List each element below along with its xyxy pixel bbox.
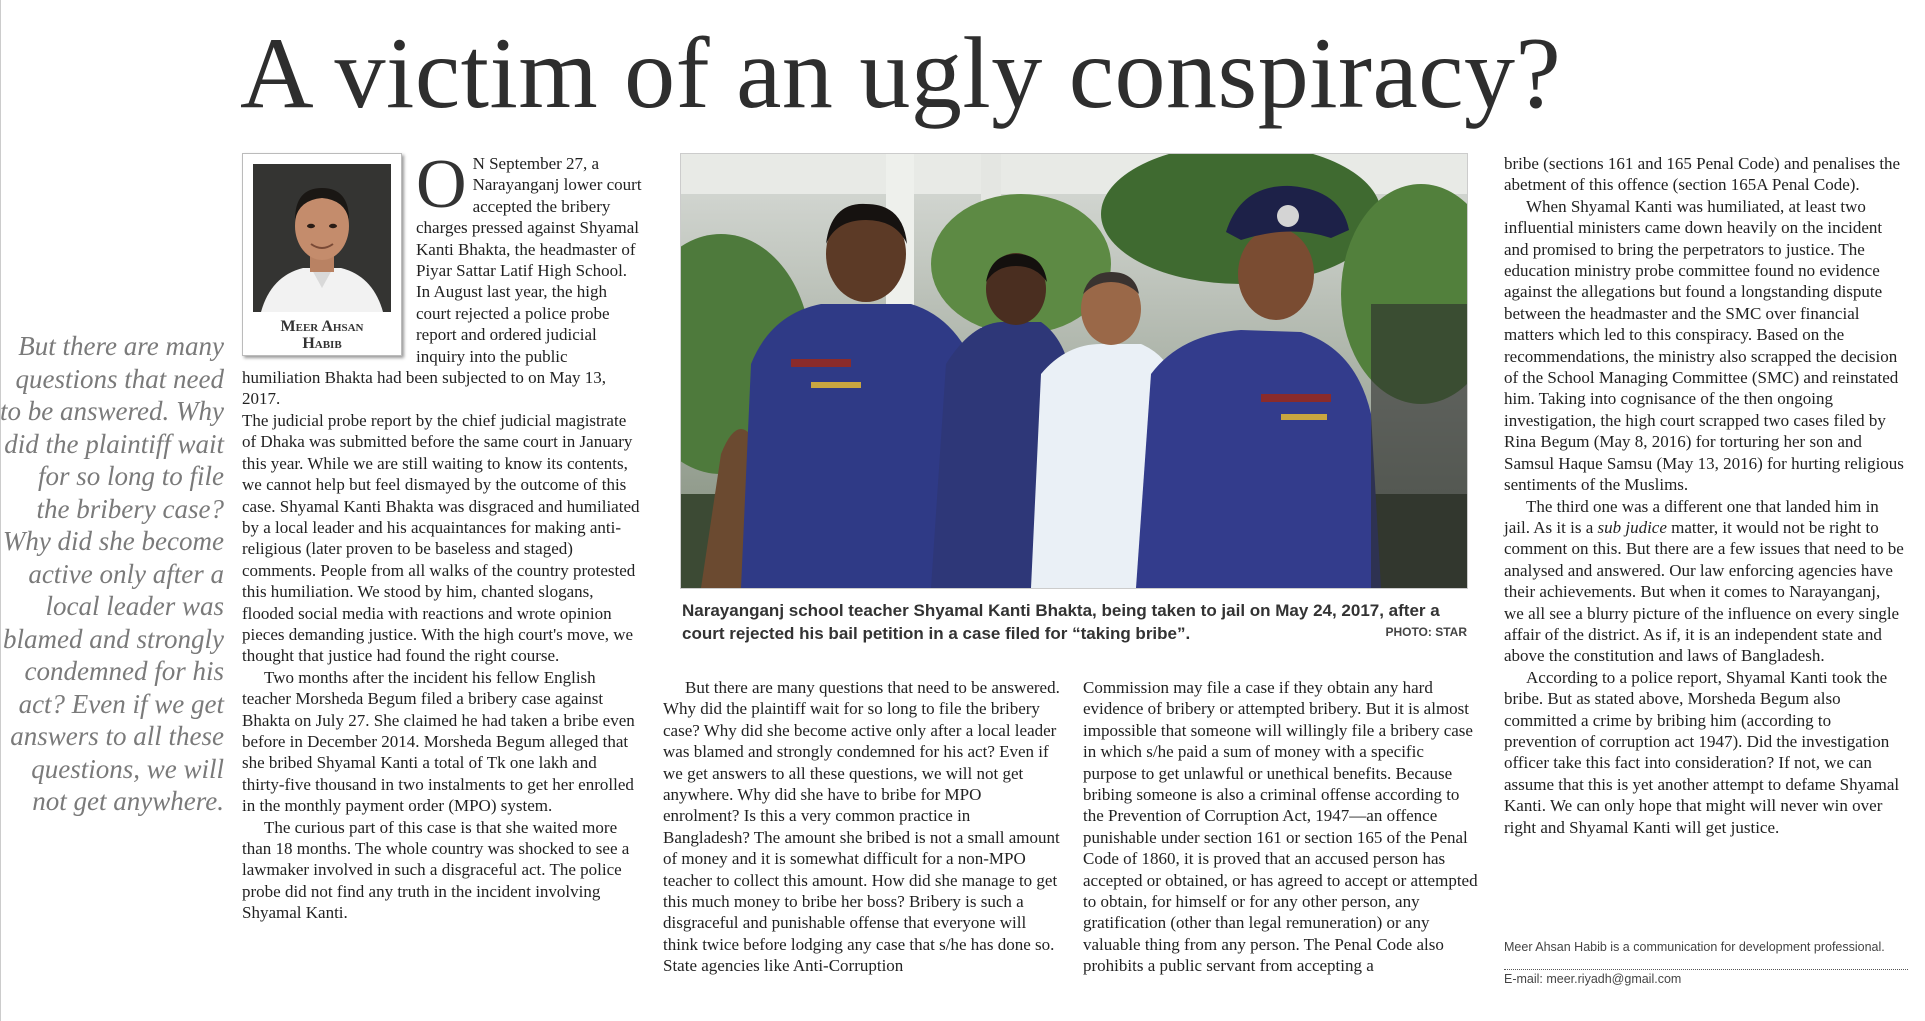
column-1-paragraph-3: Two months after the incident his fellow English teacher Morsheda Begum filed a bribery case against Bhakta on July 27. She claimed he had taken a bribe even before in December 2014. Morsheda Begum alleged that she bribed Shyamal Kanti a total of Tk one lakh and thirty-five thousand in two instalments to get her enrolled in the monthly payment order (MPO) system.	[242, 667, 635, 816]
article-column-4	[1083, 677, 1481, 977]
author-name	[253, 318, 391, 352]
column-3-paragraph-1: But there are many questions that need to be answered. Why did the plaintiff wait for so long to file the bribery case? Why did she become active only after a local leader was blamed and strongly condemned for his act? Even if we get answers to all these questions, we will not get anywhere. Why did she have to bribe for MPO enrolment? Is this a very common practice in Bangladesh? The amount she bribed is not a small amount of money and it is somewhat difficult for a non-MPO teacher to collect this amount. How did she manage to get this much money to bribe her boss? Bribery is such a disgraceful and punishable offense that everyone will think twice before lodging any case that s/he has done so. State agencies like Anti-Corruption	[663, 678, 1060, 976]
photo-credit-prefix: PHOTO:	[1385, 625, 1436, 639]
author-email: E-mail: meer.riyadh@gmail.com	[1504, 972, 1682, 986]
column-1-paragraph-2: The judicial probe report by the chief judicial magistrate of Dhaka was submitted before the same court in January this year. While we are still waiting to know its contents, we cannot help but feel dismayed by the outcome of this case. Shyamal Kanti Bhakta was disgraced and humiliated by a local leader and his acquaintances for making anti-religious (later proven to be baseless and staged) comments. People from all walks of the country protested this humiliation. We stood by him, chanted slogans, flooded social media with reactions and wrote opinion pieces demanding justice. With the high court's move, we thought that justice had found the right course.	[242, 410, 640, 666]
column-5-paragraph-4: According to a police report, Shyamal Kanti took the bribe. But as stated above, Morsheda Begum also committed a crime by bribing him (according to prevention of corruption act 1947). Did the investigation officer take this fact into consideration? If not, we can assume that this is yet another attempt to defame Shyamal Kanti. We can only hope that might will never win over right and Shyamal Kanti will get justice.	[1504, 667, 1900, 837]
drop-cap: O	[416, 146, 467, 223]
photo-caption: Narayanganj school teacher Shyamal Kanti Bhakta, being taken to jail on May 24, 2017, after a court rejected his bail petition in a case filed for “taking bribe”.	[682, 601, 1440, 643]
author-name-line-2: Habib	[302, 335, 342, 352]
column-1-paragraph-4: The curious part of this case is that she waited more than 18 months. The whole country was shocked to see a lawmaker involved in such a disgraceful act. The police probe did not find any truth in the incident involving Shyamal Kanti.	[242, 817, 630, 923]
news-photo	[680, 153, 1468, 589]
footnote-dotted-rule	[1504, 969, 1908, 970]
lead-paragraph: N September 27, a Narayanganj lower court accepted the bribery charges pressed against Shyamal Kanti Bhakta, the headmaster of Piyar Sattar Latif High School. In August last year, the high court rejected a police probe report and ordered judicial inquiry into the public humiliation Bhakta had been subjected to on May 13, 2017.	[242, 154, 642, 409]
photo-credit	[1375, 625, 1467, 645]
article-column-1	[242, 146, 642, 924]
column-5-paragraph-1: bribe (sections 161 and 165 Penal Code) and penalises the abetment of this offence (section 165A Penal Code).	[1504, 154, 1901, 195]
author-box	[242, 153, 402, 356]
headline: A victim of an ugly conspiracy?	[240, 17, 1562, 130]
author-portrait-image	[253, 164, 391, 312]
author-bio: Meer Ahsan Habib is a communication for development professional.	[1504, 940, 1885, 954]
column-5-paragraph-2: When Shyamal Kanti was humiliated, at least two influential ministers came down heavily on the incident and promised to bring the perpetrators to justice. The education ministry probe committee found no evidence against the allegations but found a longstanding dispute between the headmaster and the SMC over financial matters which led to this conspiracy. Based on the recommendations, the ministry also scrapped the decision of the School Managing Committee (SMC) and reinstated him. Taking into cognisance of the then ongoing investigation, the high court scrapped two cases filed by Rina Begum (May 8, 2016) for torturing her son and Samsul Haque Samsu (May 13, 2016) for hurting religious sentiments of the Muslims.	[1504, 196, 1904, 495]
column-5-paragraph-3-end: matter, it would not be right to comment on this. But there are a few issues that need to be analysed and answered. Our law enforcing agencies have their achievements. But when it comes to Narayanganj, we all see a blurry picture of the influence on every single affair of the district. As if, it is an independent state and above the constitution and laws of Bangladesh.	[1504, 517, 1904, 666]
column-5-paragraph-3	[1504, 496, 1904, 667]
photo-credit-source: STAR	[1435, 625, 1467, 639]
column-5-paragraph-3-start: The third one was a different one that landed him in jail. As it is a	[1504, 496, 1879, 537]
column-4-paragraph-1: Commission may file a case if they obtain any hard evidence of bribery or attempted bribery. But it is almost impossible that someone will willingly file a bribery case in which s/he paid a sum of money with a specific purpose to get unlawful or unethical benefits. Because bribing someone is also a criminal offense according to the Prevention of Corruption Act, 1947—an offence punishable under section 161 or section 165 of the Penal Code of 1860, it is proved that an accused person has accepted or obtained, or has agreed to accept or attempted to obtain, for himself or for any other person, any gratification (other than legal remuneration) or any valuable thing from any person. The Penal Code also prohibits a public servant from accepting a	[1083, 678, 1478, 976]
article-column-3	[663, 677, 1061, 977]
article-column-5	[1504, 153, 1904, 838]
pull-quote: But there are many questions that need to be answered. Why did the plaintiff wait for so long to file the bribery case? Why did she become active only after a local leader was blamed and strongly condemned for his act? Even if we get answers to all these questions, we will not get anywhere.	[0, 331, 224, 816]
sub-judice-term: sub judice	[1597, 517, 1667, 537]
author-name-line-1: Meer Ahsan	[280, 318, 364, 335]
police-escort-photo-image	[681, 154, 1467, 588]
